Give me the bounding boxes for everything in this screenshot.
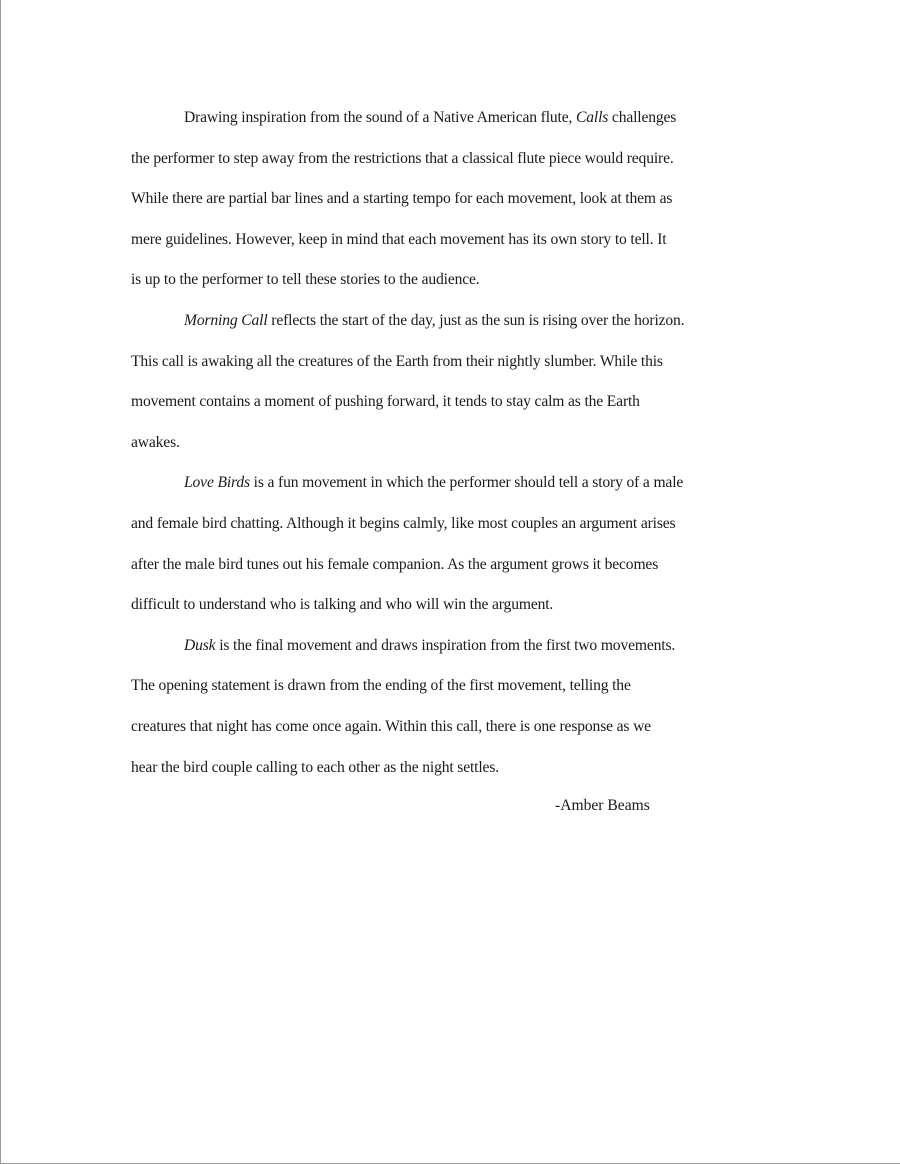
- text-line: is up to the performer to tell these stories to the audience.: [131, 271, 480, 289]
- paragraph-love-birds: [131, 463, 771, 625]
- text-line: hear the bird couple calling to each other as the night settles.: [131, 758, 499, 776]
- paragraph-dusk: [131, 626, 771, 788]
- text-line: creatures that night has come once again. Within this call, there is one response as we: [131, 717, 651, 735]
- text-line: difficult to understand who is talking and who will win the argument.: [131, 596, 554, 614]
- text-line: While there are partial bar lines and a starting tempo for each movement, look at them as: [131, 190, 673, 208]
- text-line: Dusk is the final movement and draws inspiration from the first two movements.: [184, 636, 676, 654]
- author-signature: -Amber Beams: [555, 797, 650, 814]
- text-line: after the male bird tunes out his female companion. As the argument grows it becomes: [131, 555, 659, 573]
- text-line: the performer to step away from the restrictions that a classical flute piece would require.: [131, 149, 674, 167]
- text-line: Drawing inspiration from the sound of a Native American flute, Calls challenges: [184, 109, 677, 126]
- text-line: mere guidelines. However, keep in mind that each movement has its own story to tell. It: [131, 230, 667, 248]
- text-line: movement contains a moment of pushing forward, it tends to stay calm as the Earth: [131, 393, 640, 411]
- title-morning-call: Morning Call: [184, 311, 268, 329]
- text-line: Love Birds is a fun movement in which the performer should tell a story of a male: [184, 474, 684, 492]
- title-love-birds: Love Birds: [184, 474, 250, 492]
- text-line: This call is awaking all the creatures of the Earth from their nightly slumber. While this: [131, 352, 663, 370]
- text-line: and female bird chatting. Although it begins calmly, like most couples an argument arises: [131, 514, 676, 532]
- paragraph-morning-call: [131, 301, 771, 463]
- title-dusk: Dusk: [184, 636, 216, 654]
- text-line: The opening statement is drawn from the ending of the first movement, telling the: [131, 677, 631, 695]
- text-line: Morning Call reflects the start of the day, just as the sun is rising over the horizon.: [184, 311, 685, 329]
- title-calls: Calls: [575, 109, 609, 126]
- text-line: awakes.: [131, 433, 180, 451]
- paragraph-intro: [131, 98, 771, 301]
- document-body: [131, 98, 771, 788]
